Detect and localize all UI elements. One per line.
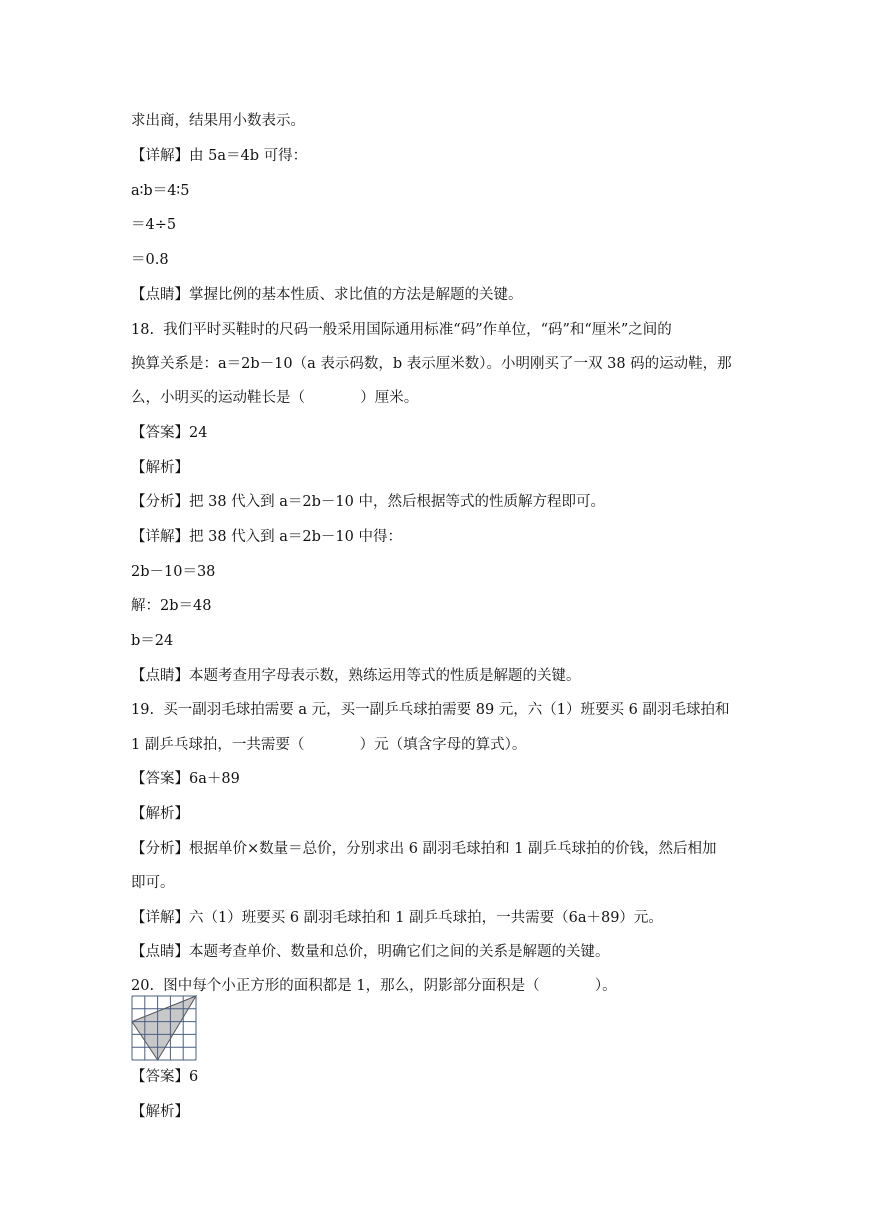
equation-line: b＝24	[131, 633, 174, 649]
answer-line: 【答案】24	[131, 425, 208, 441]
text-line: a∶b＝4∶5	[131, 183, 190, 199]
analysis-heading: 【解析】	[131, 806, 189, 822]
text-line: 【点睛】本题考查用字母表示数，熟练运用等式的性质是解题的关键。	[131, 668, 581, 684]
text-line: 【点睛】本题考查单价、数量和总价，明确它们之间的关系是解题的关键。	[131, 944, 610, 960]
question-19-text: 19. 买一副羽毛球拍需要 a 元，买一副乒乓球拍需要 89 元，六（1）班要买 6 副羽毛球拍和	[131, 702, 730, 718]
analysis-heading: 【解析】	[131, 1104, 189, 1120]
text-line: 【点睛】掌握比例的基本性质、求比值的方法是解题的关键。	[131, 287, 523, 303]
text-line: 即可。	[131, 875, 175, 891]
question-18-text: 么，小明买的运动鞋长是（ ）厘米。	[131, 390, 419, 406]
question-20-text: 20. 图中每个小正方形的面积都是 1，那么，阴影部分面积是（ ）。	[131, 978, 617, 994]
text-line: 【详解】六（1）班要买 6 副羽毛球拍和 1 副乒乓球拍，一共需要（6a＋89）元。	[131, 910, 663, 926]
text-line: ＝0.8	[131, 252, 169, 268]
equation-line: 解：2b＝48	[131, 598, 212, 614]
grid-triangle-figure	[131, 995, 197, 1061]
question-19-text: 1 副乒乓球拍，一共需要（ ）元（填含字母的算式）。	[131, 737, 527, 753]
shaded-triangle	[132, 996, 196, 1060]
answer-line: 【答案】6	[131, 1069, 199, 1085]
text-line: 【详解】把 38 代入到 a＝2b－10 中得：	[131, 529, 402, 545]
text-line: 【详解】由 5a＝4b 可得：	[131, 148, 308, 164]
text-line: 【分析】根据单价×数量＝总价，分别求出 6 副羽毛球拍和 1 副乒乓球拍的价钱，然后相加	[131, 841, 717, 857]
answer-line: 【答案】6a＋89	[131, 771, 240, 787]
equation-line: 2b－10＝38	[131, 564, 216, 580]
question-18-text: 18. 我们平时买鞋时的尺码一般采用国际通用标准“码”作单位，“码”和“厘米”之间的	[131, 322, 672, 338]
analysis-heading: 【解析】	[131, 460, 189, 476]
text-line: 【分析】把 38 代入到 a＝2b－10 中，然后根据等式的性质解方程即可。	[131, 494, 605, 510]
question-18-text: 换算关系是：a＝2b－10（a 表示码数，b 表示厘米数）。小明刚买了一双 38 码的运动鞋，那	[131, 356, 732, 372]
text-line: 求出商，结果用小数表示。	[131, 113, 305, 129]
text-line: ＝4÷5	[131, 217, 177, 233]
